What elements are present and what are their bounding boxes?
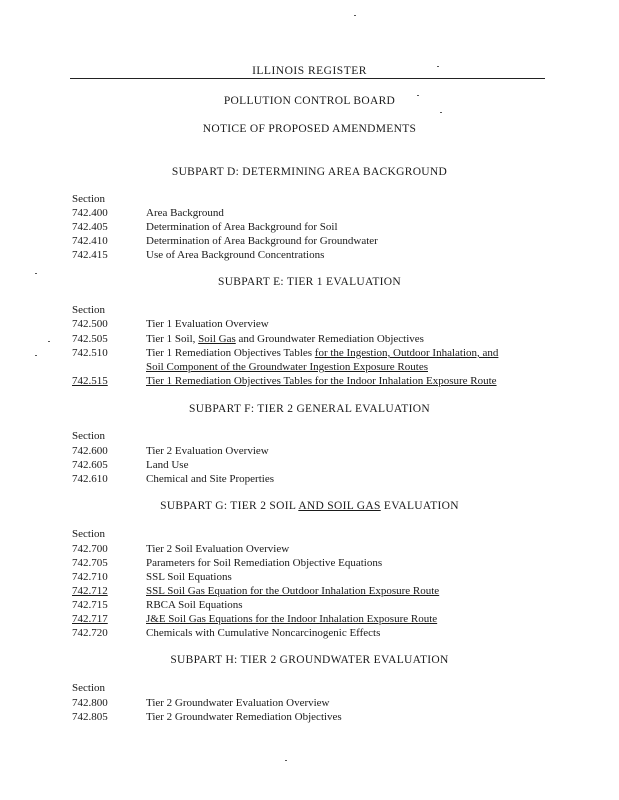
section-title: Tier 2 Evaluation Overview: [146, 445, 269, 457]
section-number: 742.410: [72, 235, 108, 247]
section-number: 742.510: [72, 347, 108, 359]
scan-speck: [354, 15, 356, 16]
section-title: Determination of Area Background for Soil: [146, 221, 338, 233]
inserted-text: Soil Component of the Groundwater Ingestion Exposure Routes: [146, 361, 428, 373]
section-label: Section: [72, 682, 105, 694]
section-title: SSL Soil Equations: [146, 571, 232, 583]
section-label: Section: [72, 304, 105, 316]
notice-title: NOTICE OF PROPOSED AMENDMENTS: [202, 123, 417, 135]
scan-speck: [35, 355, 37, 356]
subpart-g-heading: [0, 500, 619, 512]
section-title-part: and Groundwater Remediation Objectives: [235, 333, 424, 345]
section-number: 742.710: [72, 571, 108, 583]
section-number: 742.715: [72, 599, 108, 611]
section-number: 742.600: [72, 445, 108, 457]
inserted-section-title: SSL Soil Gas Equation for the Outdoor Inhalation Exposure Route: [146, 585, 440, 597]
scan-speck: [440, 112, 442, 113]
section-number: 742.500: [72, 318, 108, 330]
section-label: Section: [72, 193, 105, 205]
section-label: Section: [72, 430, 105, 442]
inserted-section-number: 742.717: [72, 613, 108, 625]
section-title: Chemical and Site Properties: [146, 473, 274, 485]
scan-speck: [285, 760, 287, 761]
section-number: 742.700: [72, 543, 108, 555]
inserted-section-title: J&E Soil Gas Equations for the Indoor Inhalation Exposure Route: [146, 613, 438, 625]
section-title: Tier 1 Evaluation Overview: [146, 318, 269, 330]
inserted-text: for the Ingestion, Outdoor Inhalation, and: [314, 347, 499, 359]
section-number: 742.415: [72, 249, 108, 261]
heading-part: EVALUATION: [380, 500, 459, 512]
section-title: Use of Area Background Concentrations: [146, 249, 325, 261]
section-number: 742.505: [72, 333, 108, 345]
section-title: Tier 2 Groundwater Evaluation Overview: [146, 697, 330, 709]
inserted-section-number: 742.515: [72, 375, 108, 387]
register-title: [0, 65, 619, 77]
section-number: 742.610: [72, 473, 108, 485]
section-title: Land Use: [146, 459, 189, 471]
inserted-section-title: Tier 1 Remediation Objectives Tables for the Indoor Inhalation Exposure Route: [146, 375, 497, 387]
section-title: Tier 2 Groundwater Remediation Objectives: [146, 711, 342, 723]
section-number: 742.605: [72, 459, 108, 471]
board-title: POLLUTION CONTROL BOARD: [223, 95, 396, 107]
section-title: Parameters for Soil Remediation Objective Equations: [146, 557, 383, 569]
section-number: 742.405: [72, 221, 108, 233]
inserted-text: AND SOIL GAS: [298, 500, 381, 512]
subpart-d-heading: SUBPART D: DETERMINING AREA BACKGROUND: [171, 166, 448, 178]
heading-part: SUBPART G: TIER 2 SOIL: [160, 500, 299, 512]
scan-speck: [35, 273, 37, 274]
section-title: RBCA Soil Equations: [146, 599, 243, 611]
subpart-f-heading: SUBPART F: TIER 2 GENERAL EVALUATION: [189, 403, 430, 415]
section-title: Area Background: [146, 207, 224, 219]
section-number: 742.720: [72, 627, 108, 639]
section-title: Chemicals with Cumulative Noncarcinogenic Effects: [146, 627, 381, 639]
section-title-part: Tier 1 Remediation Objectives Tables: [146, 347, 315, 359]
section-number: 742.805: [72, 711, 108, 723]
section-title: [146, 333, 424, 345]
scan-speck: [437, 66, 439, 67]
scan-speck: [417, 95, 419, 96]
section-label: Section: [72, 528, 105, 540]
inserted-section-number: 742.712: [72, 585, 108, 597]
section-number: 742.400: [72, 207, 108, 219]
inserted-text: Soil Gas: [198, 333, 236, 345]
register-title-text: ILLINOIS REGISTER: [246, 65, 373, 77]
section-title: Determination of Area Background for Groundwater: [146, 235, 378, 247]
header-rule: [70, 78, 545, 79]
section-title-part: Tier 1 Soil,: [146, 333, 199, 345]
subpart-e-heading: SUBPART E: TIER 1 EVALUATION: [218, 276, 401, 288]
section-number: 742.800: [72, 697, 108, 709]
subpart-h-heading: SUBPART H: TIER 2 GROUNDWATER EVALUATION: [170, 654, 449, 666]
section-number: 742.705: [72, 557, 108, 569]
section-title: [146, 347, 498, 359]
section-title: Tier 2 Soil Evaluation Overview: [146, 543, 290, 555]
scan-speck: [48, 341, 50, 342]
